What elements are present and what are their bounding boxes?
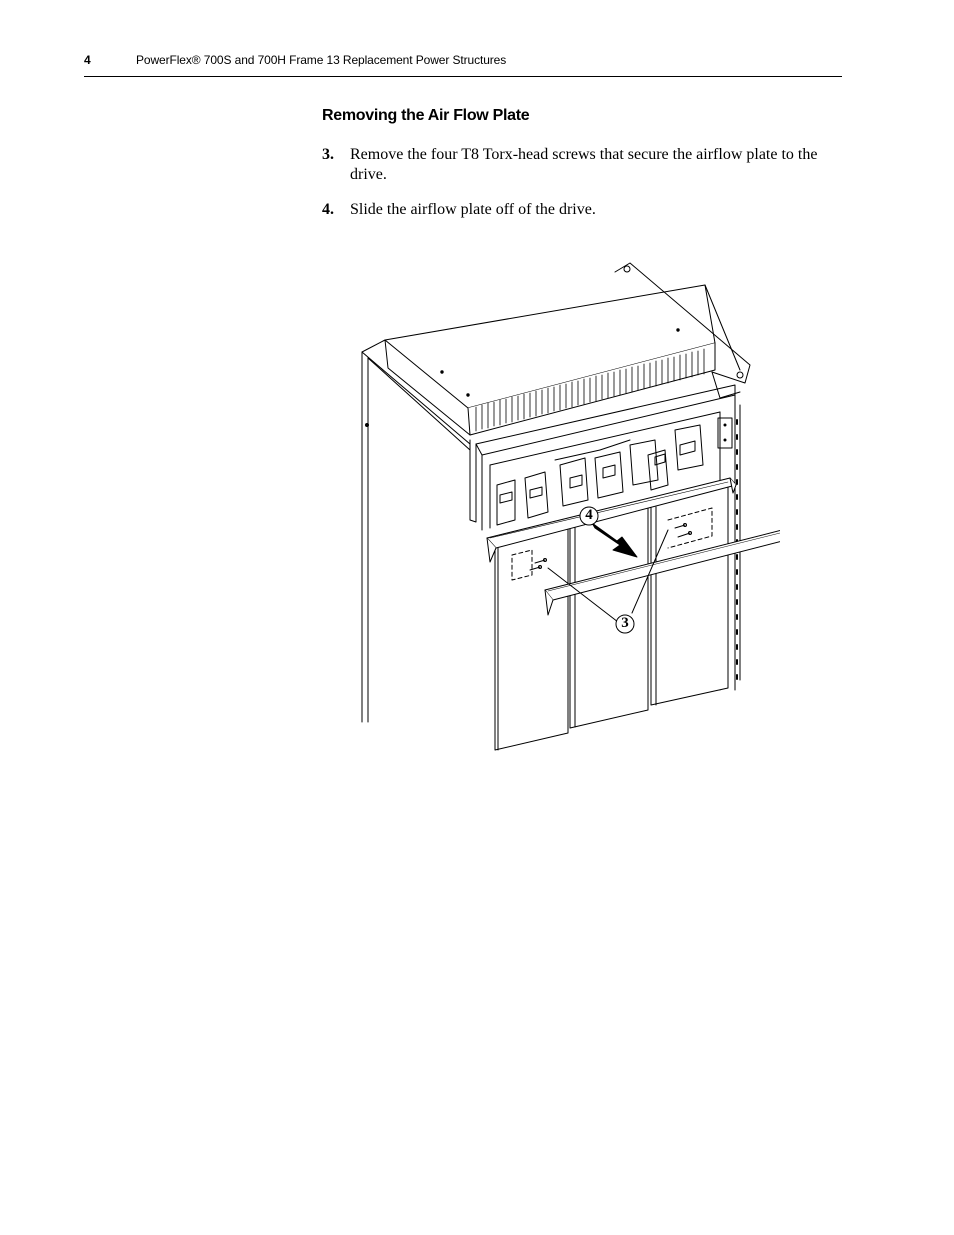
step-number: 3. — [322, 146, 334, 163]
step-text: Slide the airflow plate off of the drive. — [350, 201, 596, 218]
section-heading: Removing the Air Flow Plate — [322, 107, 530, 124]
drive-illustration — [340, 255, 780, 765]
callout-4-label: 4 — [585, 507, 593, 523]
step-4 — [322, 200, 832, 220]
top-fan-assembly — [385, 285, 715, 435]
callout-3-label: 3 — [621, 615, 629, 631]
page-number: 4 — [84, 53, 91, 67]
power-module-left — [495, 525, 568, 750]
step-text: Remove the four T8 Torx-head screws that secure the airflow plate to the drive. — [350, 146, 818, 183]
page-header — [84, 52, 842, 77]
step-number: 4. — [322, 201, 334, 218]
power-module-center — [570, 505, 648, 728]
power-module-right — [651, 485, 728, 705]
running-title: PowerFlex® 700S and 700H Frame 13 Replacement Power Structures — [136, 53, 507, 67]
step-3 — [322, 145, 832, 185]
cabinet-side-panel — [362, 340, 470, 722]
